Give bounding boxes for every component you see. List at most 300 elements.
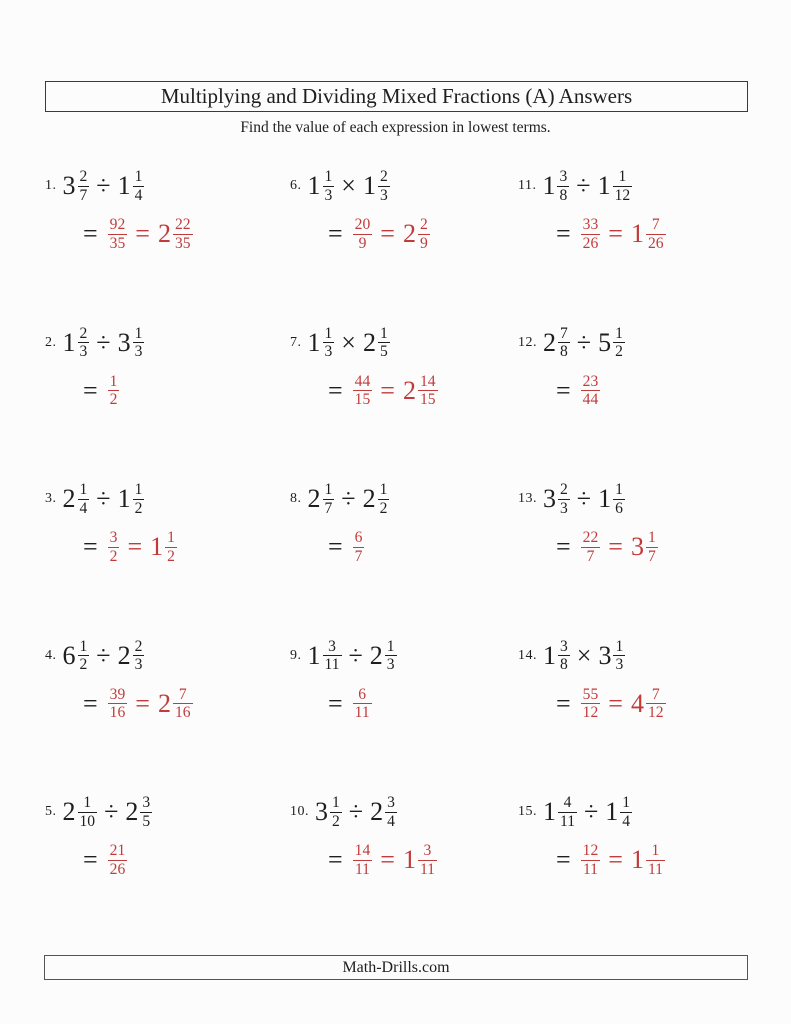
mixed-number: [117, 324, 145, 361]
answer-value: [402, 372, 438, 409]
denominator: 11: [419, 860, 435, 878]
denominator: 8: [560, 656, 568, 674]
problem-4: [45, 633, 290, 790]
answer-value: [579, 372, 601, 409]
answer-line: [556, 368, 748, 414]
answer-line: [556, 524, 748, 570]
fraction: [108, 216, 128, 252]
numerator: 2: [560, 481, 568, 499]
whole-number: 1: [117, 171, 131, 200]
fraction: [646, 529, 658, 565]
mixed-number: [543, 794, 577, 830]
fraction: [108, 842, 128, 878]
whole-number: 5: [598, 327, 612, 357]
numerator: 6: [354, 529, 363, 547]
answer-value: [351, 842, 373, 878]
answer-line: [83, 837, 290, 883]
problem-5: [45, 789, 290, 946]
denominator: 2: [167, 547, 175, 565]
numerator: 22: [174, 216, 191, 234]
fraction: [353, 842, 373, 878]
numerator: 4: [558, 794, 577, 812]
operator: ÷: [96, 171, 111, 200]
problem-number: 5.: [45, 804, 57, 819]
whole-number: 6: [62, 640, 76, 670]
footer-box: [44, 955, 748, 980]
answer-value: [106, 216, 128, 252]
problem-number: 9.: [290, 647, 302, 663]
answer-value: [157, 216, 193, 252]
problem-7: [290, 320, 518, 477]
denominator: 3: [324, 186, 333, 204]
whole-number: 1: [598, 484, 612, 513]
operator: ÷: [104, 797, 119, 826]
fraction: [173, 216, 193, 252]
fraction: [418, 216, 430, 252]
fraction: [330, 794, 342, 830]
fraction: [353, 686, 372, 722]
mixed-number: [351, 842, 373, 878]
numerator: 92: [109, 216, 126, 234]
operator: ÷: [576, 484, 592, 513]
problem-number: 12.: [518, 334, 537, 350]
whole-number: 1: [402, 845, 416, 874]
mixed-number: [542, 168, 569, 204]
mixed-number: [605, 794, 632, 830]
answer-value: [579, 685, 601, 722]
whole-number: 3: [598, 640, 612, 670]
whole-number: 2: [543, 327, 556, 357]
whole-number: 2: [157, 688, 171, 718]
whole-number: 2: [362, 484, 376, 513]
fraction: [133, 168, 145, 204]
numerator: 3: [323, 638, 342, 656]
problem-14: [518, 633, 748, 790]
mixed-number: [579, 372, 601, 409]
denominator: 4: [622, 812, 631, 830]
fraction: [558, 794, 577, 830]
problem-12: [518, 320, 748, 477]
numerator: 1: [615, 481, 623, 499]
denominator: 11: [354, 704, 370, 722]
numerator: 1: [109, 372, 118, 390]
mixed-number: [157, 685, 193, 722]
denominator: 11: [560, 812, 576, 830]
mixed-number: [62, 794, 98, 830]
equals-sign: =: [608, 688, 623, 718]
problem-expression: [518, 476, 748, 522]
fraction: [133, 481, 145, 517]
fraction: [353, 216, 373, 252]
answer-line: [328, 368, 518, 414]
whole-number: 1: [630, 219, 644, 248]
problem-15: [518, 789, 748, 946]
denominator: 3: [134, 343, 143, 361]
instructions-text: Find the value of each expression in lowest terms.: [240, 119, 551, 136]
mixed-number: [402, 216, 430, 252]
fraction: [323, 325, 335, 361]
answer-value: [106, 372, 120, 409]
problem-expression: [45, 320, 290, 366]
answer-value: [351, 372, 373, 409]
fraction: [418, 842, 437, 878]
answer-line: [328, 681, 518, 727]
problem-6: [290, 163, 518, 320]
fraction: [646, 686, 666, 722]
answer-value: [579, 216, 601, 252]
problem-number: 3.: [45, 491, 57, 506]
mixed-number: [307, 324, 335, 361]
whole-number: 1: [150, 532, 164, 561]
mixed-number: [150, 529, 177, 565]
mixed-number: [402, 372, 438, 409]
whole-number: 1: [543, 640, 556, 670]
page-title: Multiplying and Dividing Mixed Fractions (A) Answers: [160, 84, 633, 108]
equals-sign: =: [328, 532, 343, 561]
fraction: [323, 168, 335, 204]
answer-line: [83, 368, 290, 414]
fraction: [378, 325, 390, 361]
denominator: 2: [379, 499, 388, 517]
denominator: 2: [109, 391, 118, 409]
fraction: [108, 686, 128, 722]
denominator: 35: [109, 234, 126, 252]
problem-13: [518, 476, 748, 633]
numerator: 1: [324, 481, 333, 499]
fraction: [558, 481, 570, 517]
fraction: [78, 794, 98, 830]
numerator: 1: [379, 324, 388, 342]
whole-number: 3: [543, 484, 556, 513]
operator: ÷: [348, 640, 363, 670]
denominator: 4: [387, 812, 395, 830]
whole-number: 3: [62, 171, 76, 200]
equals-sign: =: [83, 219, 98, 248]
fraction: [620, 794, 632, 830]
problems-grid: [45, 163, 748, 946]
denominator: 11: [354, 860, 370, 878]
denominator: 11: [582, 860, 598, 878]
fraction: [133, 325, 145, 361]
problem-11: [518, 163, 748, 320]
numerator: 3: [109, 529, 118, 547]
problem-3: [45, 476, 290, 633]
fraction: [323, 638, 342, 674]
mixed-number: [402, 842, 437, 878]
mixed-number: [307, 168, 335, 204]
fraction: [581, 373, 601, 409]
whole-number: 1: [597, 171, 611, 200]
answer-value: [351, 685, 372, 722]
mixed-number: [351, 529, 365, 565]
mixed-number: [362, 168, 390, 204]
answer-line: [328, 524, 518, 570]
mixed-number: [597, 168, 633, 204]
answer-line: [83, 524, 290, 570]
equals-sign: =: [556, 375, 571, 405]
answer-value: [150, 529, 177, 565]
numerator: 7: [646, 216, 666, 234]
mixed-number: [630, 685, 666, 722]
equals-sign: =: [556, 845, 571, 874]
mixed-number: [630, 529, 658, 565]
fraction: [418, 373, 438, 409]
whole-number: 4: [630, 688, 644, 718]
equals-sign: =: [135, 219, 150, 248]
fraction: [385, 794, 397, 830]
denominator: 12: [582, 704, 599, 722]
problem-expression: [290, 320, 518, 366]
denominator: 7: [79, 186, 88, 204]
operator: ×: [576, 640, 592, 670]
mixed-number: [106, 372, 120, 409]
mixed-number: [543, 324, 570, 361]
problem-number: 11.: [518, 178, 537, 193]
whole-number: 2: [370, 797, 384, 826]
fraction: [581, 686, 601, 722]
fraction: [581, 529, 601, 565]
mixed-number: [106, 216, 128, 252]
mixed-number: [307, 637, 342, 674]
mixed-number: [62, 481, 90, 517]
denominator: 3: [134, 656, 143, 674]
problem-10: [290, 789, 518, 946]
operator: ÷: [576, 327, 592, 357]
denominator: 10: [79, 812, 96, 830]
problem-number: 2.: [45, 334, 57, 350]
denominator: 2: [109, 547, 118, 565]
whole-number: 2: [307, 484, 321, 513]
mixed-number: [362, 324, 390, 361]
answer-value: [157, 685, 193, 722]
fraction: [646, 216, 666, 252]
mixed-number: [157, 216, 193, 252]
equals-sign: =: [328, 845, 343, 874]
fraction: [613, 168, 633, 204]
denominator: 8: [559, 186, 568, 204]
answer-value: [630, 216, 666, 252]
mixed-number: [369, 637, 397, 674]
operator: ×: [341, 171, 356, 200]
answer-value: [402, 216, 430, 252]
numerator: 1: [386, 637, 395, 655]
problem-number: 14.: [518, 647, 537, 663]
mixed-number: [62, 168, 90, 204]
numerator: 39: [109, 685, 126, 703]
whole-number: 3: [630, 532, 644, 561]
equals-sign: =: [608, 845, 623, 874]
mixed-number: [598, 637, 625, 674]
equals-sign: =: [328, 375, 343, 405]
mixed-number: [62, 324, 90, 361]
numerator: 14: [354, 842, 371, 860]
numerator: 1: [613, 168, 633, 186]
equals-sign: =: [83, 845, 98, 874]
answer-line: [556, 681, 748, 727]
whole-number: 1: [542, 171, 556, 200]
mixed-number: [307, 481, 335, 517]
answer-line: [83, 211, 290, 257]
whole-number: 1: [307, 640, 321, 670]
equals-sign: =: [135, 688, 150, 718]
problem-1: [45, 163, 290, 320]
denominator: 8: [560, 343, 568, 361]
equals-sign: =: [608, 532, 623, 561]
answer-line: [556, 211, 748, 257]
fraction: [140, 794, 152, 830]
operator: ÷: [576, 171, 591, 200]
equals-sign: =: [83, 375, 98, 405]
mixed-number: [543, 637, 570, 674]
problem-9: [290, 633, 518, 790]
denominator: 7: [354, 547, 363, 565]
problem-number: 7.: [290, 334, 302, 350]
denominator: 3: [560, 499, 568, 517]
mixed-number: [62, 637, 90, 674]
denominator: 4: [134, 186, 143, 204]
problem-number: 10.: [290, 804, 309, 819]
denominator: 16: [174, 704, 191, 722]
answer-value: [579, 529, 601, 565]
numerator: 3: [560, 637, 568, 655]
denominator: 9: [419, 234, 428, 252]
fraction: [108, 529, 120, 565]
equals-sign: =: [556, 688, 571, 718]
denominator: 2: [332, 812, 340, 830]
denominator: 26: [109, 860, 126, 878]
answer-value: [351, 529, 365, 565]
fraction: [613, 638, 625, 674]
numerator: 2: [379, 168, 388, 186]
problem-expression: [45, 476, 290, 522]
whole-number: 1: [117, 484, 131, 513]
equals-sign: =: [556, 219, 571, 248]
numerator: 2: [134, 637, 143, 655]
numerator: 7: [173, 686, 193, 704]
whole-number: 3: [117, 327, 131, 357]
equals-sign: =: [83, 532, 98, 561]
equals-sign: =: [127, 532, 143, 561]
fraction: [378, 168, 390, 204]
denominator: 12: [647, 704, 664, 722]
numerator: 20: [354, 216, 371, 234]
denominator: 15: [419, 391, 436, 409]
numerator: 1: [379, 481, 388, 499]
problem-number: 15.: [518, 804, 537, 819]
whole-number: 2: [402, 219, 416, 248]
problem-expression: [290, 476, 518, 522]
answer-value: [351, 216, 373, 252]
mixed-number: [579, 842, 601, 878]
denominator: 26: [647, 234, 664, 252]
mixed-number: [106, 529, 120, 565]
fraction: [646, 842, 665, 878]
mixed-number: [579, 216, 601, 252]
mixed-number: [125, 794, 152, 830]
problem-expression: [290, 163, 518, 209]
numerator: 1: [622, 794, 631, 812]
numerator: 55: [582, 685, 599, 703]
operator: ÷: [96, 327, 111, 357]
operator: ÷: [96, 484, 111, 513]
problem-expression: [45, 633, 290, 679]
problem-number: 1.: [45, 178, 57, 193]
numerator: 1: [134, 324, 143, 342]
answer-line: [556, 837, 748, 883]
mixed-number: [106, 842, 128, 878]
answer-value: [106, 685, 128, 722]
numerator: 2: [79, 324, 88, 342]
denominator: 6: [615, 499, 623, 517]
numerator: 21: [109, 842, 126, 860]
numerator: 1: [647, 529, 656, 547]
whole-number: 2: [369, 640, 383, 670]
denominator: 7: [586, 547, 595, 565]
denominator: 7: [324, 499, 333, 517]
numerator: 1: [324, 168, 333, 186]
fraction: [385, 638, 397, 674]
denominator: 11: [647, 860, 663, 878]
answer-value: [630, 685, 666, 722]
fraction: [173, 686, 193, 722]
mixed-number: [598, 324, 625, 361]
denominator: 3: [615, 656, 624, 674]
whole-number: 2: [362, 327, 376, 357]
numerator: 6: [353, 686, 372, 704]
numerator: 1: [646, 842, 665, 860]
answer-value: [579, 842, 601, 878]
denominator: 11: [324, 656, 340, 674]
fraction: [613, 325, 625, 361]
denominator: 12: [614, 186, 631, 204]
denominator: 3: [324, 343, 333, 361]
answer-line: [83, 681, 290, 727]
numerator: 2: [79, 168, 88, 186]
denominator: 2: [79, 656, 88, 674]
problem-2: [45, 320, 290, 477]
mixed-number: [315, 794, 342, 830]
numerator: 3: [559, 168, 568, 186]
mixed-number: [598, 481, 625, 517]
operator: ÷: [348, 797, 364, 826]
numerator: 7: [646, 686, 666, 704]
answer-value: [402, 842, 437, 878]
mixed-number: [579, 529, 601, 565]
numerator: 44: [354, 372, 371, 390]
answer-line: [328, 837, 518, 883]
fraction: [558, 638, 570, 674]
problem-expression: [45, 789, 290, 835]
fraction: [133, 638, 145, 674]
denominator: 44: [582, 391, 599, 409]
problem-expression: [518, 633, 748, 679]
problem-expression: [518, 163, 748, 209]
numerator: 1: [134, 481, 143, 499]
equals-sign: =: [380, 845, 395, 874]
mixed-number: [117, 481, 145, 517]
whole-number: 1: [362, 171, 376, 200]
denominator: 3: [379, 186, 388, 204]
denominator: 35: [174, 234, 191, 252]
problem-number: 8.: [290, 491, 302, 506]
numerator: 1: [615, 637, 624, 655]
denominator: 2: [615, 343, 623, 361]
problem-expression: [518, 320, 748, 366]
equals-sign: =: [380, 375, 395, 405]
whole-number: 1: [605, 797, 619, 826]
fraction: [353, 529, 365, 565]
fraction: [108, 373, 120, 409]
